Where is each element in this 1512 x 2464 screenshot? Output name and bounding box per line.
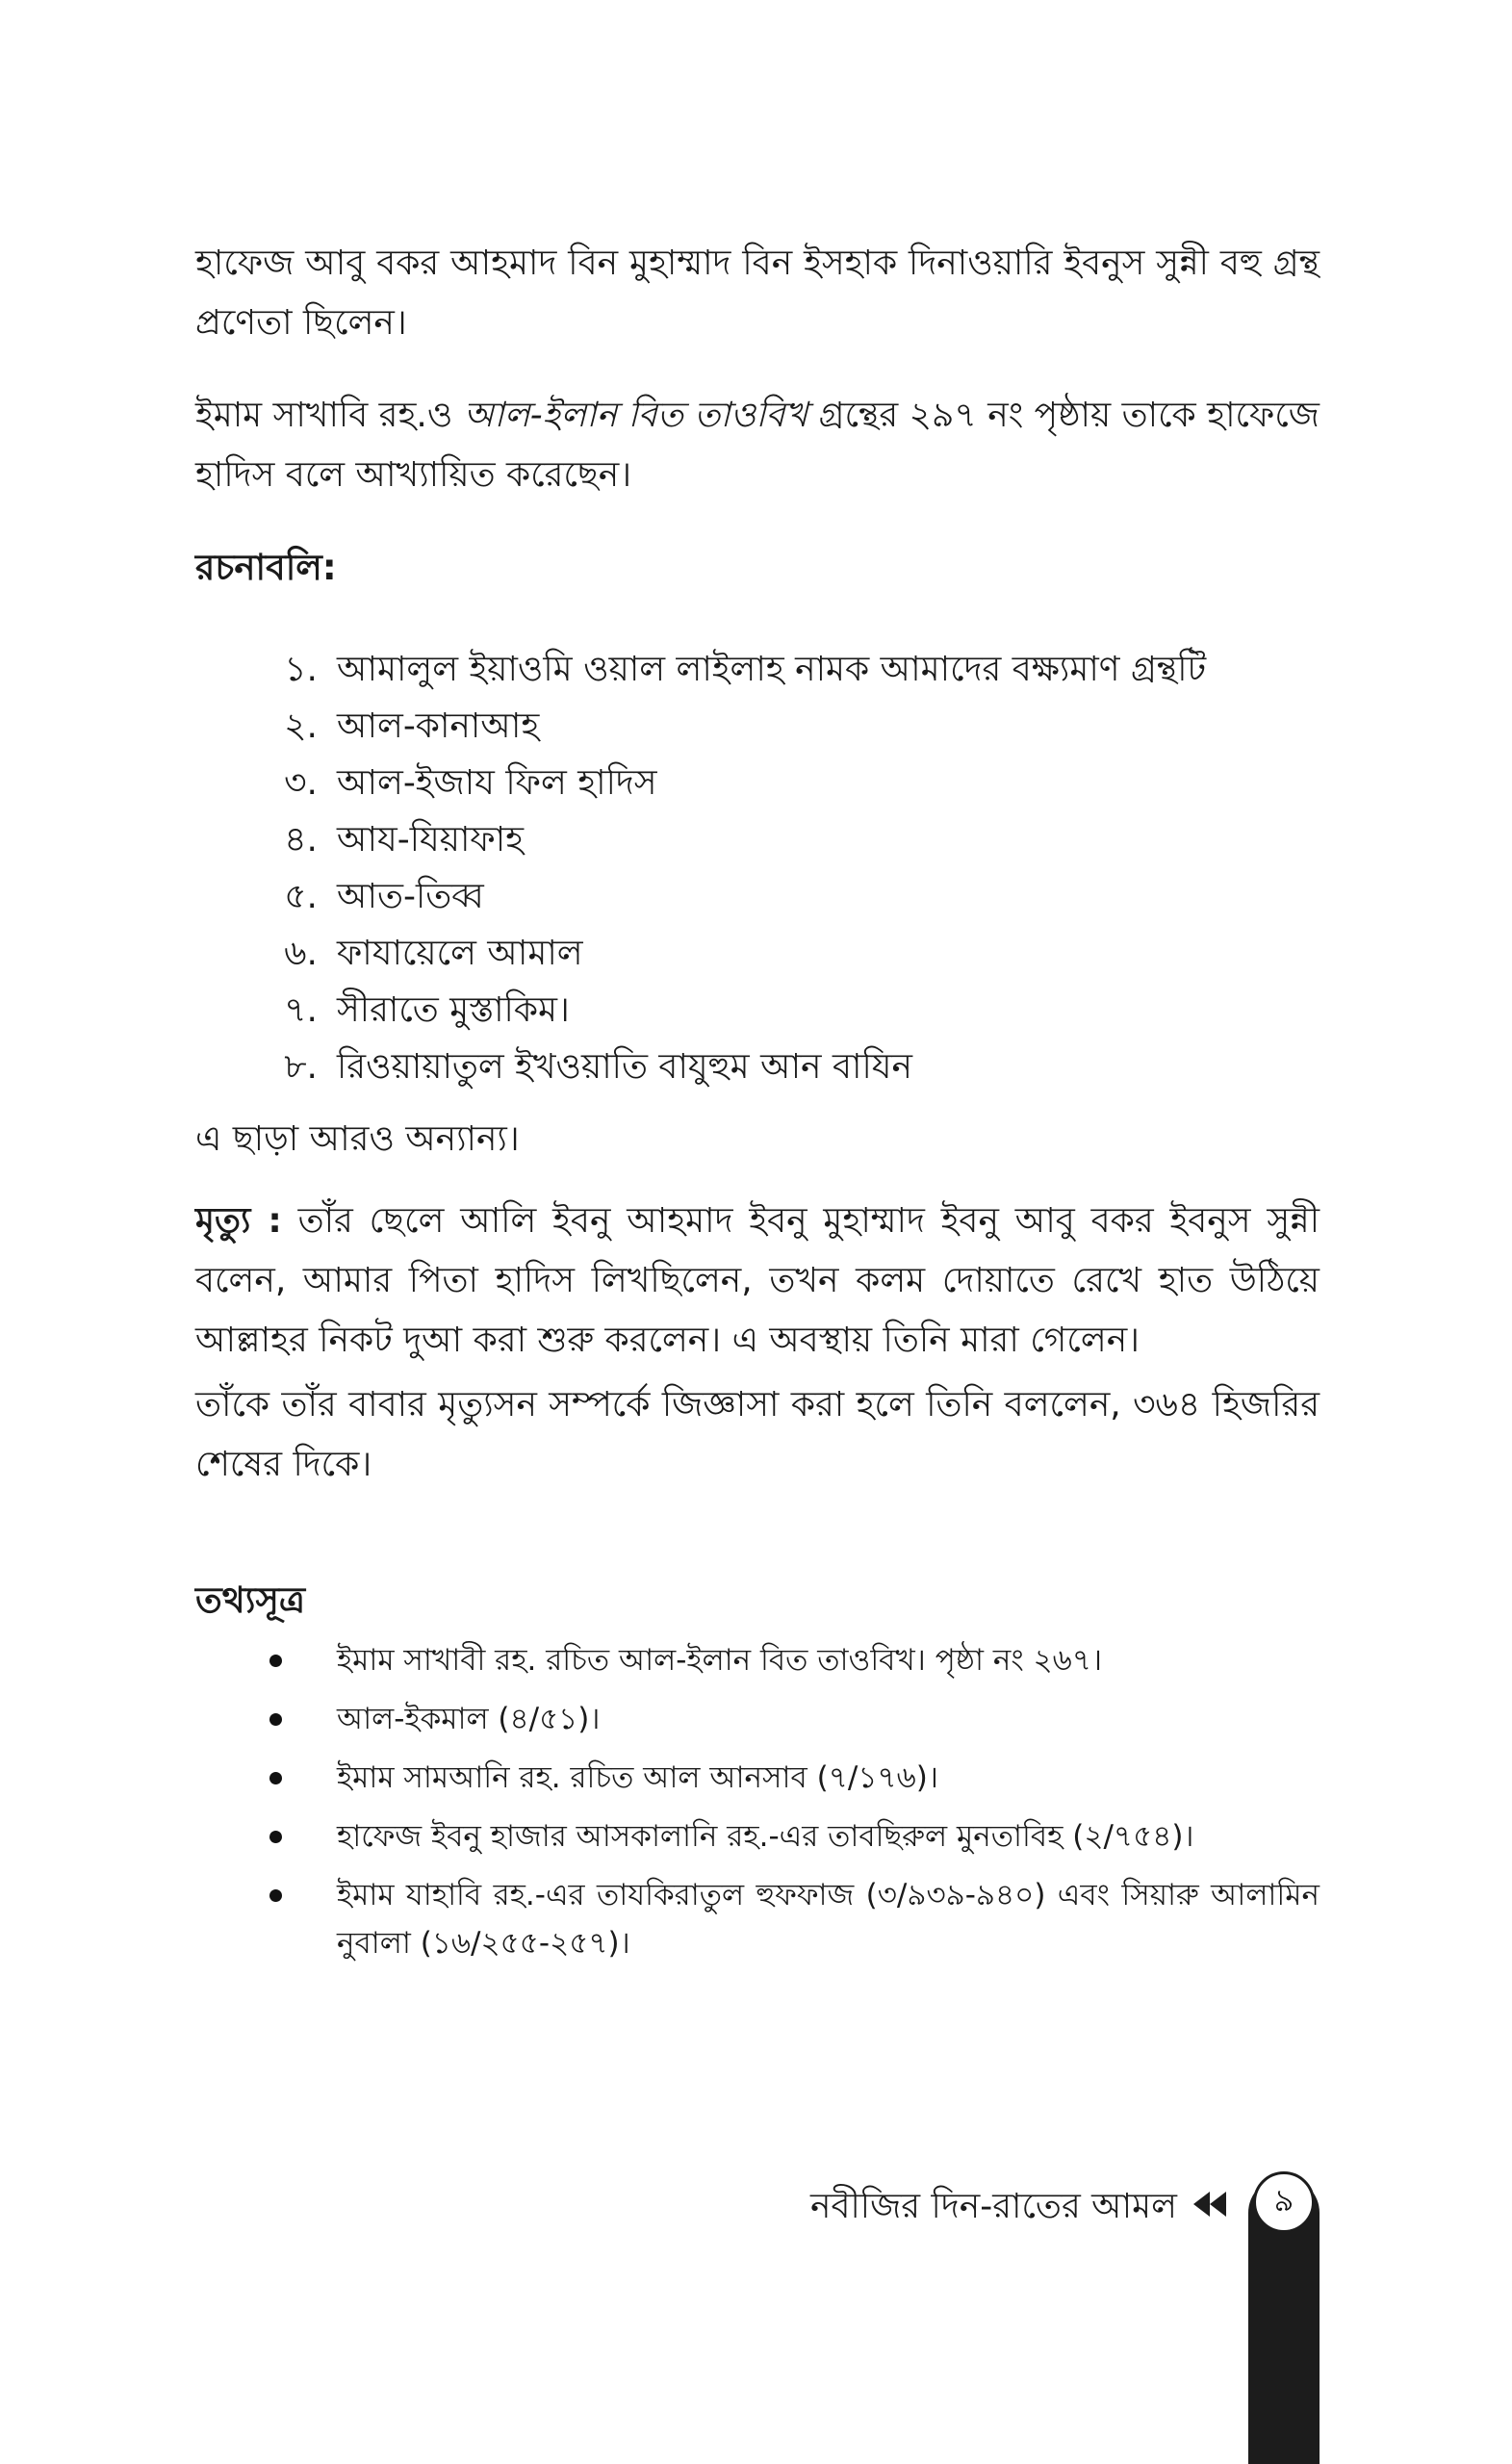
list-text: আত-তিব্ব [337,876,484,916]
page-number-badge [1253,2171,1315,2233]
source-text: ইমাম সাখাবী রহ. রচিত আল-ইলান বিত তাওবিখ। পৃষ্ঠা নং ২৬৭। [337,1643,1103,1678]
list-number: ৩. [284,762,318,803]
list-item [195,813,1320,870]
list-number: ১. [284,649,318,689]
list-item [195,1754,1320,1802]
list-number: ৭. [284,989,318,1030]
sakhawi-paragraph [195,386,1320,505]
sakhawi-text-start: ইমাম সাখাবি রহ.ও [195,396,464,435]
list-number: ৮. [284,1046,318,1087]
source-text: ইমাম সামআনি রহ. রচিত আল আনসাব (৭/১৭৬)। [337,1760,938,1795]
list-number: ৪. [284,819,318,860]
list-item [195,757,1320,813]
intro-text: হাফেজ আবু বকর আহমাদ বিন মুহাম্মাদ বিন ইসহাক দিনাওয়ারি ইবনুস সুন্নী বহু গ্রন্থ প্রণেতা ছিলেন। [195,244,1320,343]
list-item [195,1040,1320,1097]
works-heading: রচনাবলি: [195,547,337,588]
bullet-icon [195,1871,337,1919]
list-number: ৬. [284,933,318,973]
list-number: ২. [284,706,318,746]
sakhawi-text-end: গ্রন্থের ২৯৭ নং পৃষ্ঠায় তাকে হাফেজে হাদিস বলে আখ্যায়িত করেছেন। [195,396,1320,495]
page-number: ৯ [1273,2182,1294,2219]
list-text: সীরাতে মুস্তাকিম। [337,989,570,1030]
death-text: তাঁর ছেলে আলি ইবনু আহমাদ ইবনু মুহাম্মাদ ইবনু আবু বকর ইবনুস সুন্নী বলেন, আমার পিতা হাদিস লিখছিলেন, তখন কলম দোয়াতে রেখে হাত উঠিয়ে আল্লাহর নিকট দুআ করা শুরু করলেন। এ অবস্থায় তিনি মারা গেলেন। [195,1201,1320,1360]
list-number: ৫. [284,876,318,916]
bullet-icon [195,1636,337,1684]
sources-list [195,1636,1320,1978]
death-label: মৃত্যু : [195,1201,282,1241]
bullet-icon [195,1695,337,1743]
running-footer-title: নবীজির দিন-রাতের আমল [809,2187,1177,2226]
works-list [195,643,1320,1097]
list-item [195,700,1320,757]
list-item [195,927,1320,984]
list-text: আমালুল ইয়াওমি ওয়াল লাইলাহ নামক আমাদের বক্ষ্যমাণ গ্রন্থটি [337,649,1207,689]
list-text: ফাযায়েলে আমাল [337,933,583,973]
list-item [195,1636,1320,1684]
death-year-text: তাঁকে তাঁর বাবার মৃত্যুসন সম্পর্কে জিজ্ঞাসা করা হলে তিনি বললেন, ৩৬৪ হিজরির শেষের দিকে। [195,1385,1320,1484]
source-text: ইমাম যাহাবি রহ.-এর তাযকিরাতুল হুফফাজ (৩/৯৩৯-৯৪০) এবং সিয়ারু আলামিন নুবালা (১৬/২৫৫-২৫৭)। [337,1878,1320,1961]
list-text: রিওয়ায়াতুল ইখওয়াতি বাযুহুম আন বাযিন [337,1046,912,1087]
list-item [195,643,1320,700]
bullet-icon [195,1812,337,1861]
death-paragraph [195,1192,1320,1371]
others-paragraph [195,1110,1320,1169]
bullet-icon [195,1754,337,1802]
list-text: আয-যিয়াফাহ [337,819,525,860]
sources-heading: তথ্যসূত্র [195,1579,306,1621]
list-item [195,1871,1320,1967]
source-text: হাফেজ ইবনু হাজার আসকালানি রহ.-এর তাবছিরুল মুনতাবিহ (২/৭৫৪)। [337,1819,1194,1854]
list-item [195,984,1320,1040]
double-arrow-left-icon [1193,2190,1228,2219]
intro-paragraph [195,234,1320,353]
death-year-paragraph [195,1375,1320,1495]
source-text: আল-ইকমাল (৪/৫১)। [337,1702,601,1736]
book-title-italic: আল-ইলান বিত তাওবিখ [463,396,808,435]
list-item [195,1695,1320,1743]
list-text: আল-কানাআহ [337,706,540,746]
others-text: এ ছাড়া আরও অন্যান্য। [195,1119,520,1159]
list-item [195,1812,1320,1861]
list-text: আল-ইজায ফিল হাদিস [337,762,657,803]
list-item [195,870,1320,927]
